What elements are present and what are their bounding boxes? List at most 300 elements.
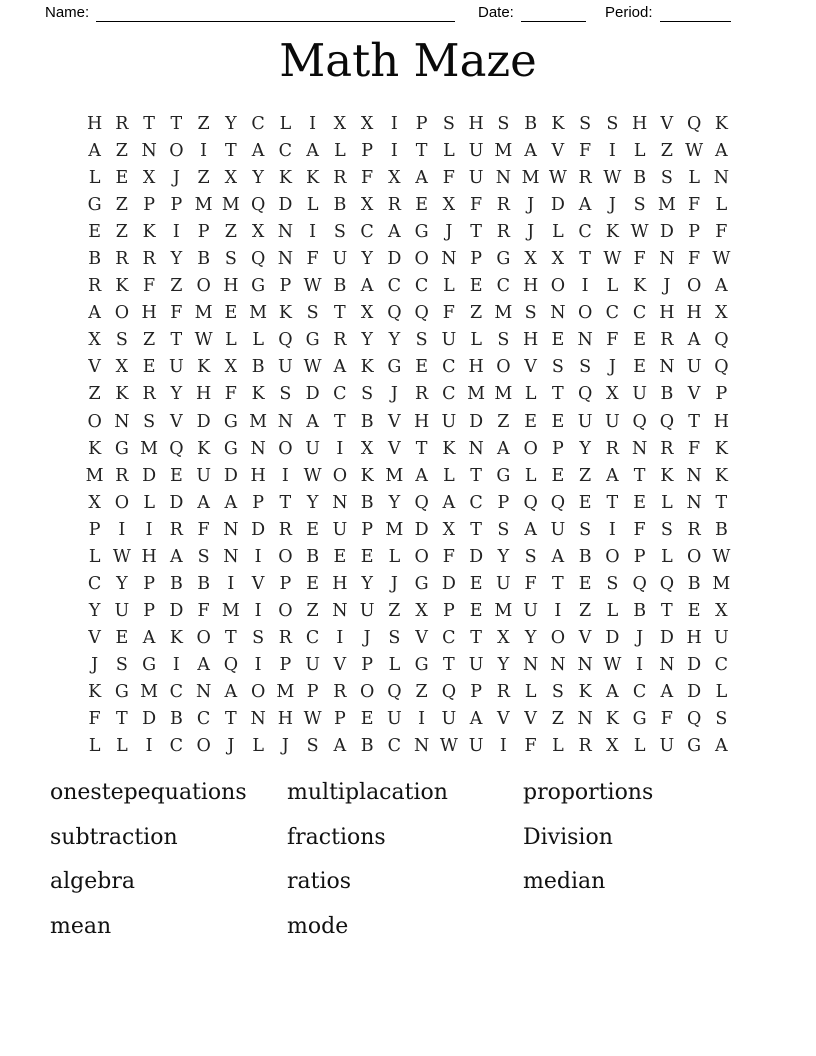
grid-cell: Q [441,681,457,702]
grid-cell: J [527,222,535,243]
grid-cell: I [172,654,180,675]
grid-cell: S [197,546,210,567]
grid-cell: O [114,492,130,513]
grid-cell: P [333,709,346,730]
grid-cell: S [551,681,564,702]
grid-cell: M [221,195,240,216]
grid-cell: O [114,303,130,324]
grid-cell: B [360,492,374,513]
grid-cell: C [360,222,374,243]
grid-cell: N [223,519,239,540]
grid-cell: R [660,330,674,351]
grid-cell: T [688,411,700,432]
grid-cell: Q [632,573,647,594]
grid-cell: J [445,222,453,243]
grid-cell: A [524,141,537,162]
grid-cell: P [633,546,646,567]
grid-cell: P [551,438,564,459]
grid-cell: S [143,411,156,432]
grid-cell: R [578,736,592,757]
grid-cell: N [441,249,457,270]
grid-cell: H [141,546,157,567]
grid-cell: R [115,249,129,270]
grid-cell: L [524,681,537,702]
grid-cell: L [252,736,264,757]
grid-cell: T [470,222,482,243]
grid-cell: T [334,411,346,432]
grid-cell: F [524,736,537,757]
grid-cell: X [333,114,347,134]
grid-cell: A [251,141,265,162]
grid-cell: R [496,195,510,216]
grid-cell: A [442,492,456,513]
grid-cell: I [336,627,344,648]
word-list-item: fractions [287,824,386,850]
grid-cell: H [277,709,293,730]
grid-cell: S [551,357,564,378]
grid-cell: G [305,330,320,351]
word-search-grid [81,111,735,760]
grid-cell: H [631,114,648,134]
grid-cell: B [360,736,374,757]
grid-cell: E [360,546,374,567]
grid-cell: J [390,573,398,594]
grid-cell: U [714,627,729,648]
grid-cell: X [142,168,156,189]
grid-cell: E [360,709,374,730]
grid-cell: C [632,681,647,702]
grid-cell: J [636,627,644,648]
name-label: Name: [45,4,90,21]
grid-row [81,544,735,571]
grid-cell: Q [714,357,729,378]
grid-cell: P [252,492,265,513]
grid-cell: Z [115,141,128,162]
grid-cell: R [278,519,292,540]
grid-cell: K [605,709,619,730]
grid-cell: S [606,114,619,134]
grid-cell: Q [686,709,702,730]
grid-cell: S [306,303,319,324]
grid-cell: G [496,465,511,486]
grid-cell: L [470,330,482,351]
grid-cell: S [579,519,592,540]
grid-cell: L [116,736,128,757]
grid-cell: H [413,411,430,432]
grid-cell: N [141,141,157,162]
grid-cell: H [468,357,484,378]
grid-cell: E [551,411,565,432]
grid-cell: N [550,303,566,324]
grid-cell: U [659,736,675,757]
grid-cell: M [494,384,513,405]
grid-cell: T [143,114,155,134]
grid-cell: F [88,709,101,730]
grid-cell: N [250,438,266,459]
grid-cell: O [577,303,593,324]
grid-cell: Y [524,627,537,648]
grid-cell: F [442,168,455,189]
grid-cell: N [577,709,593,730]
grid-cell: D [469,411,484,432]
word-list-item: algebra [50,869,135,895]
grid-cell: L [552,222,564,243]
grid-cell: C [414,276,429,297]
grid-cell: D [687,681,702,702]
grid-cell: R [333,168,347,189]
grid-cell: Q [414,492,429,513]
grid-cell: X [224,357,238,378]
grid-cell: M [140,438,159,459]
grid-cell: B [524,114,538,134]
grid-cell: K [88,438,102,459]
grid-cell: H [686,303,702,324]
grid-cell: K [714,114,728,134]
grid-cell: N [250,709,266,730]
grid-cell: Q [250,249,266,270]
grid-cell: E [88,222,102,243]
grid-cell: T [470,465,482,486]
grid-cell: R [169,519,183,540]
grid-cell: N [631,438,648,459]
grid-cell: A [197,492,210,513]
grid-cell: N [223,546,239,567]
grid-row [81,652,735,679]
grid-cell: N [577,330,593,351]
grid-row [81,409,735,436]
grid-cell: D [441,573,456,594]
grid-cell: S [497,330,510,351]
grid-cell: S [252,627,265,648]
grid-cell: M [494,303,513,324]
grid-cell: Q [659,573,675,594]
grid-cell: U [468,141,484,162]
grid-cell: T [552,384,564,405]
grid-cell: P [143,600,156,621]
grid-cell: C [442,627,456,648]
grid-cell: G [387,357,402,378]
grid-cell: Y [170,384,183,405]
grid-cell: B [578,546,592,567]
grid-cell: B [169,573,183,594]
grid-cell: D [550,195,565,216]
grid-cell: Y [252,168,264,189]
grid-cell: N [195,681,212,702]
grid-cell: L [524,465,537,486]
grid-cell: Q [577,384,593,405]
grid-cell: N [577,654,593,675]
grid-cell: Z [415,681,428,702]
grid-cell: M [657,195,676,216]
grid-cell: B [251,357,265,378]
grid-cell: M [249,411,268,432]
grid-cell: X [442,195,456,216]
grid-cell: Y [497,654,510,675]
grid-cell: I [309,114,317,134]
grid-cell: K [142,222,156,243]
grid-row [81,706,735,733]
grid-cell: N [332,600,348,621]
grid-cell: V [88,357,101,378]
grid-cell: G [632,709,647,730]
grid-cell: A [551,546,565,567]
grid-cell: I [254,546,262,567]
grid-cell: H [250,465,266,486]
grid-cell: K [714,438,728,459]
grid-cell: T [470,627,482,648]
grid-row [81,517,735,544]
grid-cell: X [88,330,101,351]
grid-cell: P [279,276,292,297]
grid-cell: S [633,195,646,216]
grid-cell: A [197,654,210,675]
grid-cell: C [605,303,620,324]
grid-cell: Z [115,222,128,243]
grid-cell: E [306,573,320,594]
grid-cell: N [114,411,130,432]
grid-cell: G [114,438,129,459]
grid-cell: O [169,141,184,162]
grid-cell: L [225,330,237,351]
grid-cell: U [605,411,620,432]
grid-cell: I [418,709,426,730]
grid-cell: R [496,681,510,702]
grid-cell: I [499,736,507,757]
grid-cell: K [360,357,374,378]
grid-cell: A [497,438,510,459]
grid-cell: X [715,600,728,621]
grid-cell: P [415,114,428,134]
grid-cell: M [467,384,486,405]
grid-cell: P [279,573,292,594]
grid-cell: G [142,654,157,675]
grid-cell: L [306,195,319,216]
grid-cell: K [88,681,102,702]
grid-cell: A [306,141,319,162]
grid-cell: I [254,654,262,675]
grid-cell: T [334,303,346,324]
grid-cell: U [468,168,484,189]
grid-cell: D [278,195,293,216]
grid-cell: D [142,709,157,730]
grid-cell: D [387,249,402,270]
grid-cell: A [170,546,183,567]
grid-cell: U [305,654,320,675]
grid-cell: J [172,168,180,189]
grid-cell: Q [387,681,402,702]
grid-cell: L [661,546,673,567]
grid-cell: O [87,411,102,432]
grid-cell: I [281,465,289,486]
grid-cell: F [524,573,537,594]
grid-cell: R [333,681,347,702]
grid-cell: T [225,627,237,648]
grid-cell: N [550,654,566,675]
grid-row [81,463,735,490]
grid-cell: T [661,600,673,621]
grid-cell: Z [660,141,673,162]
grid-cell: A [88,303,101,324]
grid-cell: Y [579,438,591,459]
grid-cell: C [278,141,293,162]
grid-cell: C [387,276,402,297]
grid-cell: T [715,492,728,513]
grid-row [81,436,735,463]
grid-cell: A [715,736,728,757]
grid-cell: U [332,519,348,540]
grid-cell: X [88,492,101,513]
grid-row [81,354,735,381]
grid-cell: C [442,357,456,378]
grid-cell: L [334,141,346,162]
grid-cell: V [660,114,674,134]
grid-cell: X [715,303,728,324]
grid-cell: H [713,411,729,432]
grid-cell: L [606,600,619,621]
grid-cell: D [142,465,157,486]
grid-cell: I [390,141,398,162]
grid-cell: Q [223,654,239,675]
grid-cell: S [333,222,346,243]
grid-cell: P [442,600,455,621]
word-list-item: Division [523,824,613,850]
page-title: Math Maze [279,34,537,87]
grid-cell: E [469,276,483,297]
grid-cell: S [524,546,537,567]
grid-cell: P [197,222,210,243]
grid-cell: H [659,303,675,324]
grid-cell: X [360,438,374,459]
grid-row [81,490,735,517]
grid-cell: K [197,357,211,378]
name-field-group [45,3,455,22]
grid-cell: X [442,519,456,540]
grid-cell: Z [579,600,592,621]
grid-cell: I [145,736,153,757]
grid-cell: N [659,249,675,270]
grid-cell: U [550,519,566,540]
grid-cell: K [605,222,619,243]
grid-row [81,625,735,652]
grid-cell: X [251,222,265,243]
grid-row [81,219,735,246]
grid-cell: X [606,736,619,757]
grid-cell: T [279,492,292,513]
grid-cell: B [633,168,647,189]
grid-cell: F [170,303,183,324]
grid-cell: Q [523,492,538,513]
grid-cell: P [143,573,156,594]
grid-cell: M [249,303,268,324]
grid-cell: K [251,384,265,405]
grid-cell: E [415,195,429,216]
grid-cell: N [495,168,512,189]
grid-cell: M [194,303,213,324]
period-label: Period: [605,4,653,21]
grid-cell: P [361,141,374,162]
grid-cell: E [115,168,129,189]
grid-cell: B [197,573,211,594]
grid-cell: E [551,465,565,486]
grid-cell: O [278,546,293,567]
grid-cell: M [276,681,295,702]
grid-cell: Q [278,330,293,351]
grid-cell: K [633,276,647,297]
grid-cell: A [715,276,728,297]
grid-cell: V [88,627,101,648]
grid-cell: F [143,276,156,297]
grid-cell: H [522,330,539,351]
grid-cell: S [660,168,673,189]
grid-cell: L [88,736,101,757]
word-list-item: ratios [287,869,352,895]
grid-cell: Y [306,492,319,513]
grid-cell: Y [361,573,373,594]
grid-cell: Q [686,114,702,134]
grid-cell: B [360,411,374,432]
grid-cell: Z [224,222,237,243]
grid-cell: F [606,330,619,351]
grid-cell: E [469,600,483,621]
grid-row [81,679,735,706]
grid-cell: D [169,492,184,513]
grid-cell: O [278,438,293,459]
grid-cell: I [390,114,398,134]
grid-cell: Q [659,411,675,432]
grid-cell: B [197,249,211,270]
grid-cell: F [633,519,646,540]
grid-cell: Z [306,600,319,621]
grid-cell: M [385,519,404,540]
grid-cell: T [225,141,237,162]
grid-cell: I [200,141,208,162]
grid-cell: E [169,465,183,486]
grid-cell: H [332,573,348,594]
grid-cell: L [661,492,673,513]
grid-cell: P [88,519,101,540]
grid-cell: T [470,519,482,540]
grid-cell: U [278,357,293,378]
grid-cell: J [608,195,616,216]
grid-cell: K [551,114,565,134]
grid-cell: Z [197,114,210,134]
grid-cell: I [608,141,616,162]
grid-row [81,571,735,598]
grid-cell: E [224,303,238,324]
grid-cell: J [91,654,99,675]
period-blank-line [660,4,731,22]
grid-cell: O [414,546,429,567]
grid-cell: D [469,546,484,567]
grid-cell: L [143,492,155,513]
grid-cell: X [360,114,374,134]
grid-cell: L [715,681,728,702]
grid-cell: C [442,384,456,405]
grid-cell: T [633,465,646,486]
grid-row [81,246,735,273]
grid-cell: U [359,600,375,621]
grid-cell: N [686,492,702,513]
grid-cell: X [224,168,238,189]
grid-cell: L [279,114,292,134]
grid-cell: T [552,573,564,594]
grid-cell: F [688,249,701,270]
grid-cell: G [223,438,238,459]
grid-cell: T [415,438,428,459]
grid-cell: C [196,709,211,730]
grid-row [81,598,735,625]
grid-cell: C [305,627,320,648]
